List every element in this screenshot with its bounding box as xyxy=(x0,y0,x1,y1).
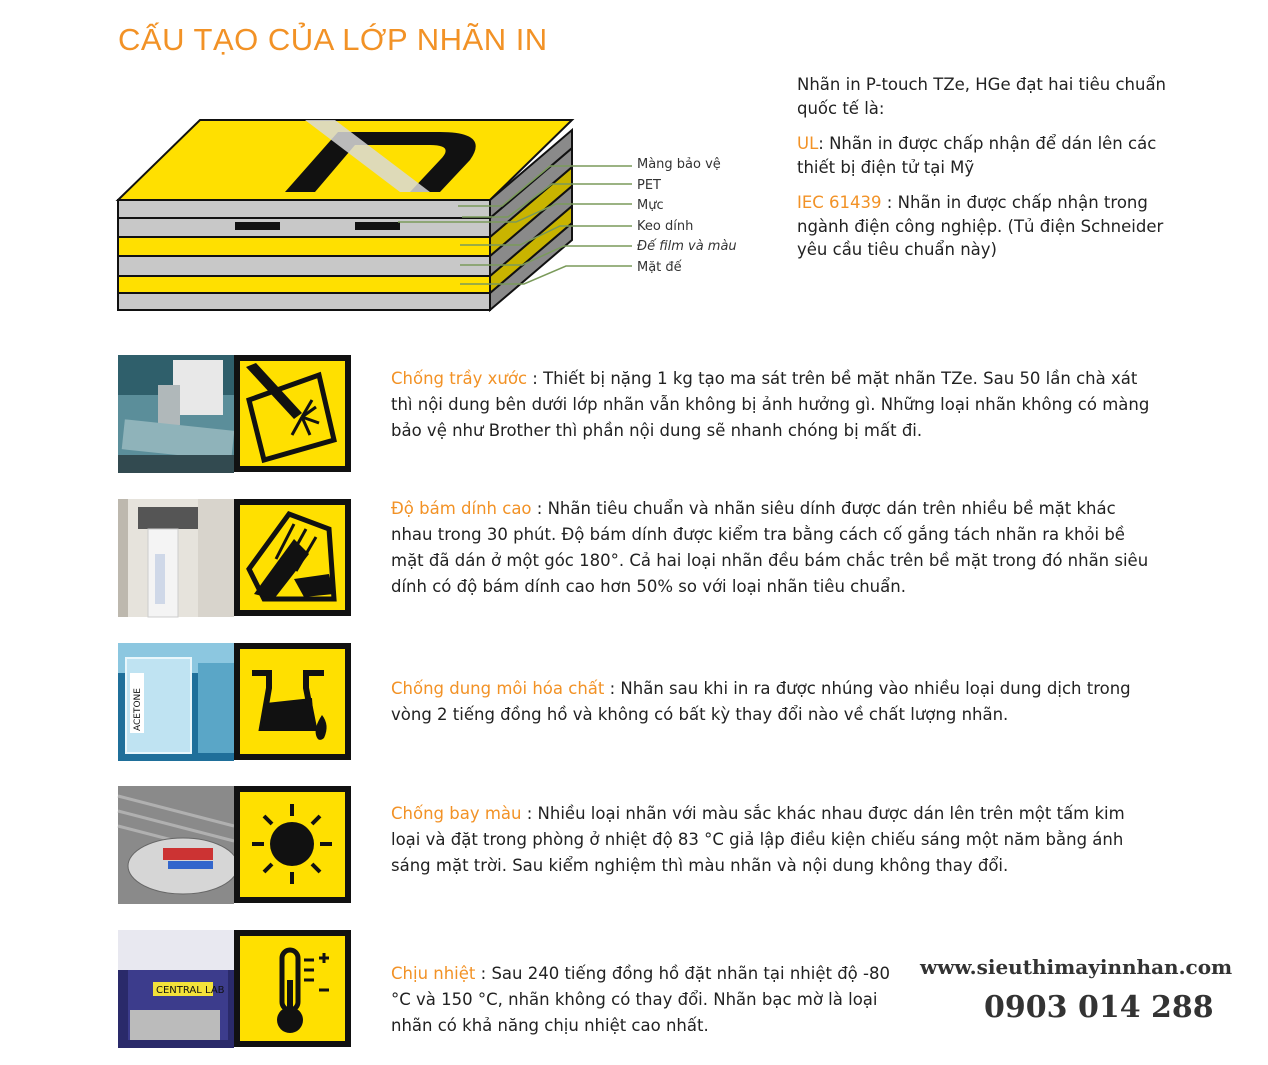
acetone-label: ACETONE xyxy=(133,688,143,731)
feature-head: Chống dung môi hóa chất xyxy=(391,679,605,698)
feature-head: Chống bay màu xyxy=(391,804,522,823)
watermark-site: www.sieuthimayinnhan.com xyxy=(920,955,1233,979)
legend-item: Mực xyxy=(637,198,664,213)
feature-head: Chịu nhiệt xyxy=(391,964,476,983)
page-title: CẤU TẠO CỦA LỚP NHÃN IN xyxy=(118,22,548,57)
feature-text: : Nhãn sau khi in ra được nhúng vào nhiều loại dung dịch trong vòng 2 tiếng đồng hồ và không có bất kỳ thay đổi nào về chất lượng nhãn. xyxy=(391,679,1131,724)
layer-legend xyxy=(637,155,737,278)
feature-desc xyxy=(391,961,901,1035)
legend-item: Đế film và màu xyxy=(637,239,737,254)
layer-stack xyxy=(118,120,572,310)
heat-test-photo xyxy=(118,930,234,1048)
legend-item: PET xyxy=(637,177,661,193)
chemical-test-photo xyxy=(118,643,234,761)
adhesion-test-photo xyxy=(118,499,234,617)
legend-item: Màng bảo vệ xyxy=(637,157,721,172)
feature-text: : Nhiều loại nhãn với màu sắc khác nhau được dán lên trên một tấm kim loại và đặt trong phòng ở nhiệt độ 83 °C giả lập điều kiện chiếu sáng một năm bằng ánh sáng mặt trời. Sau kiểm nghiệm thì màu nhãn và nội dung không thay đổi. xyxy=(391,804,1125,875)
legend-item: Mặt đế xyxy=(637,259,682,275)
feature-head: Độ bám dính cao xyxy=(391,499,532,518)
thermometer-icon xyxy=(234,930,351,1047)
iec-text: : Nhãn in được chấp nhận trong ngành điện công nghiệp. (Tủ điện Schneider yêu cầu tiêu chuẩn này) xyxy=(797,193,1164,259)
iec-label: IEC 61439 xyxy=(797,193,882,212)
fade-test-photo xyxy=(118,786,234,904)
watermark-phone: 0903 014 288 xyxy=(984,990,1214,1025)
feature-text: : Nhãn tiêu chuẩn và nhãn siêu dính được dán trên nhiều bề mặt khác nhau trong 30 phút. Độ bám dính được kiểm tra bằng cách cố gắng tách nhãn ra khỏi bề mặt đã dán ở một góc 180°. Cả hai loại nhãn đều bám chắc trên bề mặt trong đó nhãn siêu dính có độ bám dính cao hơn 50% so với loại nhãn tiêu chuẩn. xyxy=(391,499,1149,596)
standards-intro xyxy=(797,73,1177,274)
feature-head: Chống trầy xước xyxy=(391,369,528,388)
peel-icon xyxy=(234,499,351,616)
ul-text: : Nhãn in được chấp nhận để dán lên các thiết bị điện tử tại Mỹ xyxy=(797,134,1157,177)
scratch-icon xyxy=(234,355,351,472)
legend-item: Keo dính xyxy=(637,218,694,234)
feature-text: : Sau 240 tiếng đồng hồ đặt nhãn tại nhiệt độ -80 °C và 150 °C, nhãn không có thay đổi. Nhãn bạc mờ là loại nhãn có khả năng chịu nhiệt cao nhất. xyxy=(391,964,890,1035)
feature-text: : Thiết bị nặng 1 kg tạo ma sát trên bề mặt nhãn TZe. Sau 50 lần chà xát thì nội dung bên dưới lớp nhãn vẫn không bị ảnh hưởng gì. Những loại nhãn không có màng bảo vệ như Brother thì phần nội dung sẽ nhanh chóng bị mất đi. xyxy=(391,369,1150,440)
feature-desc xyxy=(391,366,1151,444)
ul-standard xyxy=(797,132,1177,179)
sun-icon xyxy=(234,786,351,903)
central-lab-label: CENTRAL LAB xyxy=(156,985,225,996)
layer-diagram xyxy=(110,110,630,320)
feature-desc xyxy=(391,496,1151,600)
feature-desc xyxy=(391,801,1151,879)
iec-standard xyxy=(797,191,1177,262)
scratch-test-photo xyxy=(118,355,234,473)
ul-label: UL xyxy=(797,134,819,153)
intro-line: Nhãn in P-touch TZe, HGe đạt hai tiêu chuẩn quốc tế là: xyxy=(797,75,1167,118)
feature-desc xyxy=(391,676,1151,728)
chemical-icon xyxy=(234,643,351,760)
